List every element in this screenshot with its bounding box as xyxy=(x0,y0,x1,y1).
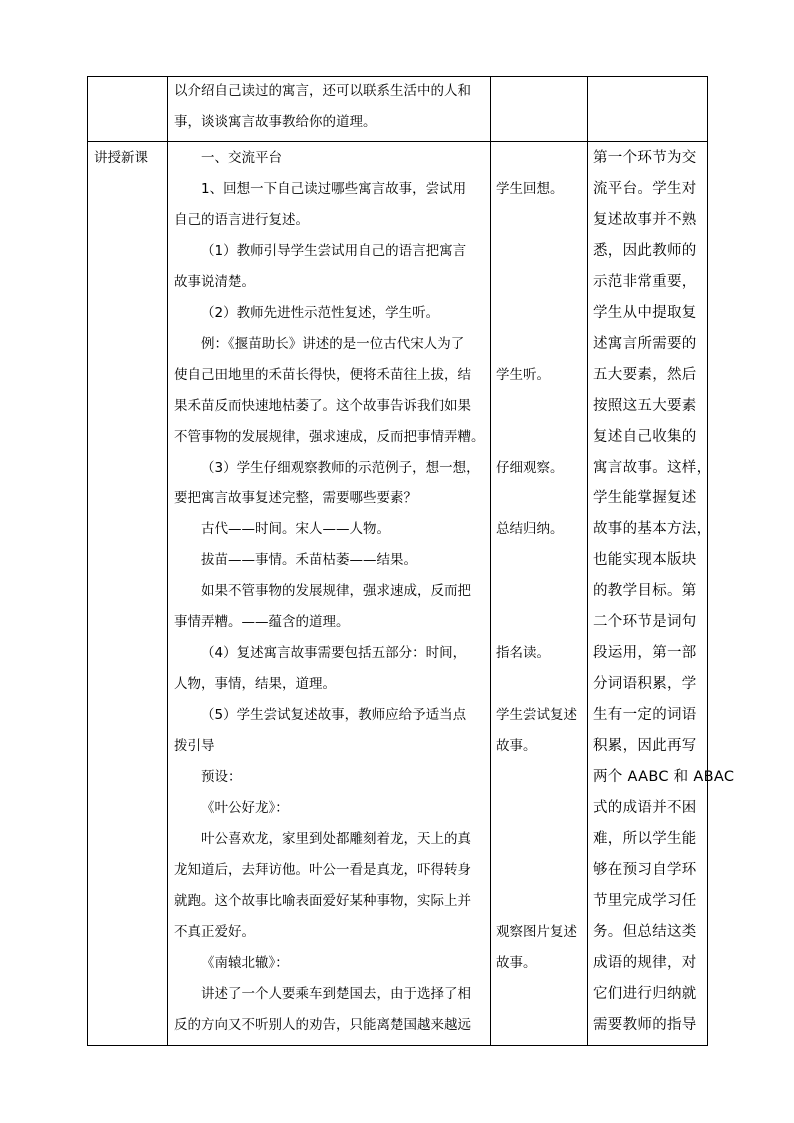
design-intent-line: 二个环节是词句 xyxy=(593,614,697,630)
design-intent-line: 难，所以学生能 xyxy=(593,831,697,847)
student-activity: 故事。 xyxy=(496,738,537,754)
content-line: 果禾苗反而快速地枯萎了。这个故事告诉我们如果 xyxy=(174,398,471,414)
content-line: 以介绍自己读过的寓言，还可以联系生活中的人和 xyxy=(174,83,471,99)
student-activity: 学生回想。 xyxy=(496,181,564,197)
content-line: 事，谈谈寓言故事教给你的道理。 xyxy=(174,114,377,130)
design-intent-line: 它们进行归纳就 xyxy=(593,986,697,1002)
content-line: 要把寓言故事复述完整，需要哪些要素？ xyxy=(174,490,417,506)
content-line: 叶公喜欢龙，家里到处都雕刻着龙，天上的真 xyxy=(201,831,471,847)
content-line: 自己的语言进行复述。 xyxy=(174,212,309,228)
design-intent-line: 悉，因此教师的 xyxy=(593,243,697,259)
content-line: （1）教师引导学生尝试用自己的语言把寓言 xyxy=(201,243,467,259)
design-intent-line: 务。但总结这类 xyxy=(593,924,697,940)
design-intent-line: 复述故事并不熟 xyxy=(593,212,697,228)
student-activity: 故事。 xyxy=(496,955,537,971)
content-line: 就跑。这个故事比喻表面爱好某种事物，实际上并 xyxy=(174,893,471,909)
design-intent-line: 需要教师的指导 xyxy=(593,1017,697,1033)
design-intent-line: 寓言故事。这样， xyxy=(593,460,712,476)
design-intent-line: 五大要素，然后 xyxy=(593,367,697,383)
content-line: 故事说清楚。 xyxy=(174,274,255,290)
teaching-content-cell xyxy=(168,142,491,1046)
design-intent-line: 的教学目标。第 xyxy=(593,583,697,599)
table-row xyxy=(88,77,708,142)
student-activity: 学生听。 xyxy=(496,367,550,383)
content-line: 不管事物的发展规律，强求速成，反而把事情弄糟。 xyxy=(174,429,485,445)
design-intent-line: 分词语积累，学 xyxy=(593,676,697,692)
lesson-plan-table xyxy=(87,76,735,1046)
design-intent-line: 第一个环节为交 xyxy=(593,150,697,166)
content-line: 拨引导 xyxy=(174,738,215,754)
row1-label-cell xyxy=(88,77,168,142)
design-intent-line: 积累，因此再写 xyxy=(593,738,697,754)
design-intent-line: 按照这五大要素 xyxy=(593,398,697,414)
content-line: （3）学生仔细观察教师的示范例子，想一想， xyxy=(201,460,480,476)
row1-activity-cell xyxy=(491,77,588,142)
student-activity: 观察图片复述 xyxy=(496,924,577,940)
section-label: 讲授新课 xyxy=(94,150,148,166)
content-line: 古代——时间。宋人——人物。 xyxy=(201,521,390,537)
content-line: 1、回想一下自己读过哪些寓言故事，尝试用 xyxy=(201,181,467,197)
design-intent-line: 两个 AABC 和 ABAC xyxy=(593,769,735,785)
student-activity: 指名读。 xyxy=(496,645,550,661)
table-row xyxy=(88,142,708,1046)
content-line: （4）复述寓言故事需要包括五部分：时间， xyxy=(201,645,467,661)
design-intent-line: 学生能掌握复述 xyxy=(593,490,697,506)
design-intent-line: 复述自己收集的 xyxy=(593,429,697,445)
design-intent-line: 段运用，第一部 xyxy=(593,645,697,661)
content-line: 不真正爱好。 xyxy=(174,924,255,940)
design-intent-line: 够在预习自学环 xyxy=(593,862,697,878)
design-intent-line: 示范非常重要， xyxy=(593,274,697,290)
content-line: 《叶公好龙》： xyxy=(201,800,289,816)
design-intent-line: 流平台。学生对 xyxy=(593,181,697,197)
content-line: （2）教师先进性示范性复述，学生听。 xyxy=(201,305,440,321)
content-line: 讲述了一个人要乘车到楚国去，由于选择了相 xyxy=(201,986,471,1002)
content-line: 如果不管事物的发展规律，强求速成，反而把 xyxy=(201,583,471,599)
student-activity: 仔细观察。 xyxy=(496,460,564,476)
design-intent-line: 成语的规律，对 xyxy=(593,955,697,971)
content-line: 《南辕北辙》： xyxy=(201,955,289,971)
design-intent-line: 式的成语并不困 xyxy=(593,800,697,816)
content-line: 事情弄糟。——蕴含的道理。 xyxy=(174,614,350,630)
student-activity-cell xyxy=(491,142,588,1046)
content-line: （5）学生尝试复述故事，教师应给予适当点 xyxy=(201,707,467,723)
design-intent-line: 学生从中提取复 xyxy=(593,305,697,321)
content-line: 预设： xyxy=(201,769,242,785)
design-intent-line: 也能实现本版块 xyxy=(593,552,697,568)
content-line: 龙知道后，去拜访他。叶公一看是真龙，吓得转身 xyxy=(174,862,471,878)
student-activity: 学生尝试复述 xyxy=(496,707,577,723)
row1-content-cell xyxy=(168,77,491,142)
design-intent-line: 生有一定的词语 xyxy=(593,707,697,723)
design-intent-cell xyxy=(588,142,735,1046)
content-line: 人物，事情，结果，道理。 xyxy=(174,676,336,692)
row1-intent-cell xyxy=(588,77,708,142)
design-intent-line: 故事的基本方法， xyxy=(593,521,712,537)
section-label-cell xyxy=(88,142,168,1046)
content-line: 例：《揠苗助长》讲述的是一位古代宋人为了 xyxy=(201,336,465,352)
content-line: 拔苗——事情。禾苗枯萎——结果。 xyxy=(201,552,417,568)
student-activity: 总结归纳。 xyxy=(496,521,564,537)
content-line: 使自己田地里的禾苗长得快，便将禾苗往上拔，结 xyxy=(174,367,471,383)
design-intent-line: 述寓言所需要的 xyxy=(593,336,697,352)
design-intent-line: 节里完成学习任 xyxy=(593,893,697,909)
content-line: 一、交流平台 xyxy=(201,150,282,166)
content-line: 反的方向又不听别人的劝告，只能离楚国越来越远 xyxy=(174,1017,471,1033)
